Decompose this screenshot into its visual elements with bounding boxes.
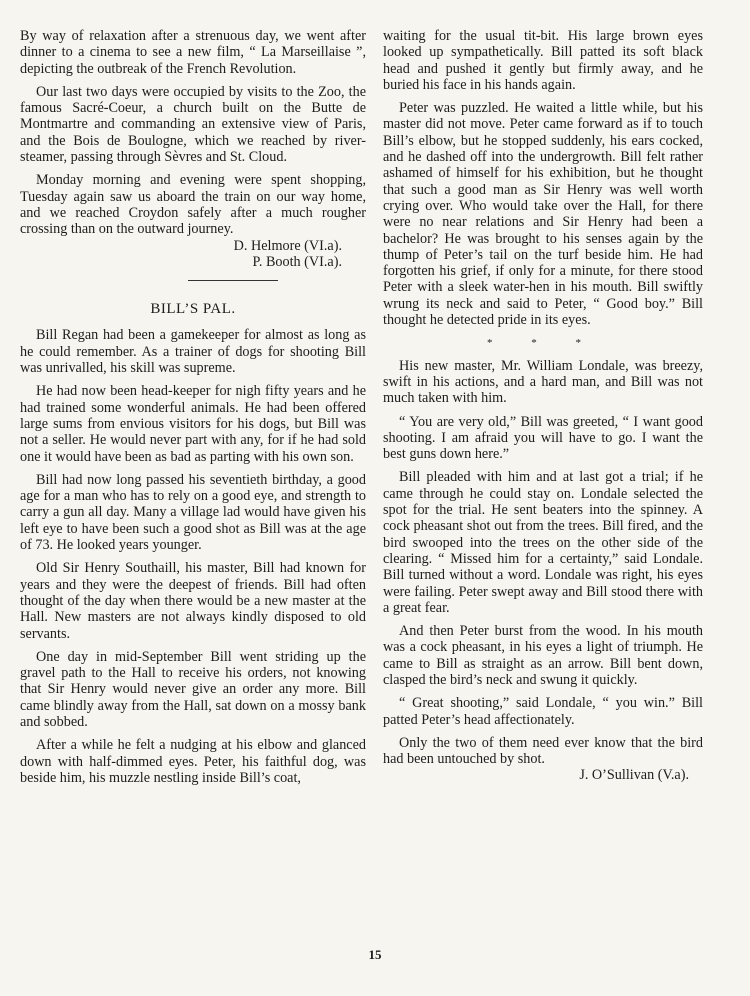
story-paragraph-1: Bill Regan had been a gamekeeper for almost as long as he could remember. As a trainer of dogs for shooting Bill was unrivalled, his skill was supreme.: [20, 327, 366, 377]
left-column: [20, 28, 366, 793]
story-paragraph-peter: Peter was puzzled. He waited a little while, but his master did not move. Peter came forward as if to touch Bill’s elbow, but he stopped suddenly, his ears cocked, and he dashed off into the undergrowth. Bill felt rather ashamed of himself for his exhibition, but he thought that such a good man as Sir Henry was well worth crying over. Who would take over the Hall, for there were no near relations and Sir Henry had been a bachelor? He was brought to his senses again by the thump of Peter’s tail on the turf beside him. He had forgotten his grief, if only for a minute, for there stood Peter with a sleek water-hen in his mouth. Bill swiftly wrung its neck and said to Peter, “ Good boy.” Bill thought he detected pride in its eyes.: [383, 100, 703, 329]
story-paragraph-6: After a while he felt a nudging at his elbow and glanced down with half-dimmed eyes. Peter, his faithful dog, was beside him, his muzzle nestling inside Bill’s coat,: [20, 737, 366, 786]
intro-paragraph-2: Our last two days were occupied by visits to the Zoo, the famous Sacré-Coeur, a church built on the Butte de Montmartre and commanding an extensive view of Paris, and the Bois de Boulogne, which we reached by river-steamer, passing through Sèvres and St. Cloud.: [20, 83, 366, 166]
story-paragraph-5: One day in mid-September Bill went striding up the gravel path to the Hall to receive his orders, not knowing that Sir Henry would never give an order any more. Bill came blindly away from the Hall, sat down on a mossy bank and sobbed.: [20, 648, 366, 730]
story-title: BILL’S PAL.: [150, 301, 236, 318]
right-column: [383, 28, 703, 784]
story-continued-paragraph: waiting for the usual tit-bit. His large brown eyes looked up sympathetically. Bill patted its soft black head and pushed it gently but firmly away, and he buried his face in his hands again.: [383, 28, 703, 93]
story-paragraph-peter-returns: And then Peter burst from the wood. In his mouth was a cock pheasant, in his eyes a light of triumph. He came to Bill as straight as an arrow. Bill bent down, clasped the bird’s neck and swung it quickly.: [383, 623, 703, 688]
story-paragraph-ending: Only the two of them need ever know that the bird had been untouched by shot.: [383, 734, 703, 768]
story-paragraph-3: Bill had now long passed his seventieth birthday, a good age for a man who has to rely on a good eye, and strength to carry a gun all day. Many a village lad would have given his left eye to have been such a good shot as Bill was at the age of 73. He looked years younger.: [20, 471, 366, 554]
intro-paragraph-3: Monday morning and evening were spent shopping, Tuesday again saw us aboard the train on our way home, and we reached Croydon safely after a much rougher crossing than on the outward journey.: [20, 172, 366, 238]
story-paragraph-greeting: “ You are very old,” Bill was greeted, “ I want good shooting. I am afraid you will have to go. I want the best guns down here.”: [383, 413, 703, 463]
story-paragraph-2: He had now been head-keeper for nigh fifty years and he had trained some wonderful animals. He had been offered large sums from envious visitors for his dogs, but Bill was not a seller. He would never part with any, for if he had sold one it would have been as bad as parting with his own son.: [20, 383, 366, 465]
story-paragraph-4: Old Sir Henry Southaill, his master, Bill had known for years and they were the deepest of friends. Bill had often thought of the day when there would be a new master at the Hall. New masters are not always kindly disposed to old servants.: [20, 560, 366, 642]
section-divider: [188, 280, 278, 281]
story-paragraph-new-master: His new master, Mr. William Londale, was breezy, swift in his actions, and a hard man, and Bill was not much taken with him.: [383, 357, 703, 407]
story-paragraph-trial: Bill pleaded with him and at last got a trial; if he came through he could stay on. Londale selected the spot for the trial. He sent beaters into the spinney. A cock pheasant shot out from the trees. Bill fired, and the bird swooped into the trees on the other side of the clearing. “ Missed him for a certainty,” said Londale. Bill turned without a word. Londale was right, his eyes were failing. Peter swept away and Bill stood there with a great fear.: [383, 469, 703, 616]
author-signature-2: P. Booth (VI.a).: [252, 253, 342, 270]
section-separator: * * *: [487, 337, 599, 350]
author-signature-1: D. Helmore (VI.a).: [233, 237, 342, 254]
author-signature-3: J. O’Sullivan (V.a).: [579, 767, 689, 784]
page-number: 15: [368, 947, 382, 962]
intro-paragraph-1: By way of relaxation after a strenuous day, we went after dinner to a cinema to see a new film, “ La Marseillaise ”, depicting the outbreak of the French Revolution.: [20, 28, 366, 77]
story-paragraph-londale-wins: “ Great shooting,” said Londale, “ you win.” Bill patted Peter’s head affectionately.: [383, 695, 703, 728]
